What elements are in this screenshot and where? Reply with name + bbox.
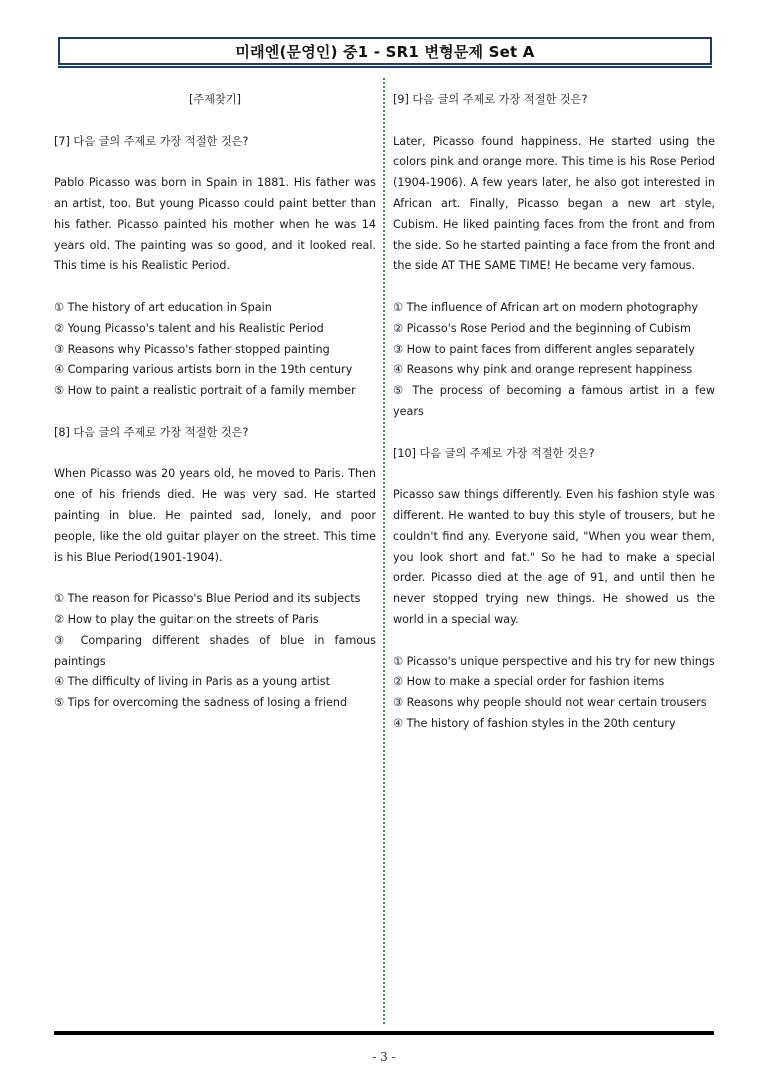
question-9-options (393, 298, 715, 423)
question-10-prompt: [10] 다음 글의 주제로 가장 적절한 것은? (393, 446, 595, 460)
option-item: ⑤ Tips for overcoming the sadness of losing a friend (54, 696, 348, 710)
option-item: ① The influence of African art on modern photography (393, 300, 699, 314)
option-item: ④ Comparing various artists born in the 19th century (54, 363, 353, 377)
option-item: ① The history of art education in Spain (54, 300, 272, 314)
option-item: ③ Reasons why Picasso's father stopped painting (54, 342, 330, 356)
question-7-options (54, 298, 376, 402)
page-number: - 3 - (372, 1050, 396, 1064)
question-8-prompt: [8] 다음 글의 주제로 가장 적절한 것은? (54, 425, 249, 439)
option-item: ① The reason for Picasso's Blue Period and its subjects (54, 592, 361, 606)
option-item: ④ The difficulty of living in Paris as a young artist (54, 675, 330, 689)
question-8-options (54, 589, 376, 714)
option-item: ② Young Picasso's talent and his Realistic Period (54, 321, 324, 335)
option-item: ④ The history of fashion styles in the 20th century (393, 716, 676, 730)
page-header (58, 37, 712, 65)
left-column (54, 90, 376, 714)
option-item: ③ Reasons why people should not wear certain trousers (393, 696, 707, 710)
option-item: ② How to make a special order for fashion items (393, 675, 665, 689)
question-8-passage: When Picasso was 20 years old, he moved to Paris. Then one of his friends died. He was very sad. He started painting in blue. He painted sad, lonely, and poor people, like the old guitar player on the street. This time is his Blue Period(1901-1904). (54, 467, 376, 564)
question-7-passage: Pablo Picasso was born in Spain in 1881. His father was an artist, too. But young Picasso could paint better than his father. Picasso painted his mother when he was 14 years old. The painting was so good, and it looked real. This time is his Realistic Period. (54, 176, 376, 273)
right-column (393, 90, 715, 735)
section-label: [주제찾기] (189, 93, 241, 106)
question-9-passage: Later, Picasso found happiness. He started using the colors pink and orange more. This time is his Rose Period (1904-1906). A few years later, he also got interested in African art. Finally, Picasso began a new art style, Cubism. He liked painting faces from the front and from the side. So he started painting a face from the front and the side AT THE SAME TIME! He became very famous. (393, 134, 715, 273)
footer-rule (54, 1031, 714, 1035)
question-7-prompt: [7] 다음 글의 주제로 가장 적절한 것은? (54, 134, 249, 148)
question-9-prompt: [9] 다음 글의 주제로 가장 적절한 것은? (393, 93, 588, 106)
option-item: ③ How to paint faces from different angles separately (393, 342, 695, 356)
question-10-passage: Picasso saw things differently. Even his fashion style was different. He wanted to buy this style of trousers, but he couldn't find any. Everyone said, "When you wear them, you look short and fat." So he had to make a special order. Picasso died at the age of 91, and until then he never stopped trying new things. He showed us the world in a special way. (393, 488, 715, 626)
option-item: ④ Reasons why pink and orange represent happiness (393, 363, 693, 377)
option-item: ② How to play the guitar on the streets of Paris (54, 612, 319, 626)
option-item: ⑤ The process of becoming a famous artist in a few years (393, 384, 715, 418)
column-divider (383, 78, 385, 1024)
option-item: ② Picasso's Rose Period and the beginning of Cubism (393, 321, 691, 335)
question-10-options (393, 652, 715, 735)
document-title: 미래엔(문영인) 중1 - SR1 변형문제 Set A (235, 42, 535, 61)
option-item: ① Picasso's unique perspective and his try for new things (393, 654, 715, 668)
option-item: ③ Comparing different shades of blue in famous paintings (54, 633, 376, 668)
option-item: ⑤ How to paint a realistic portrait of a family member (54, 384, 356, 398)
